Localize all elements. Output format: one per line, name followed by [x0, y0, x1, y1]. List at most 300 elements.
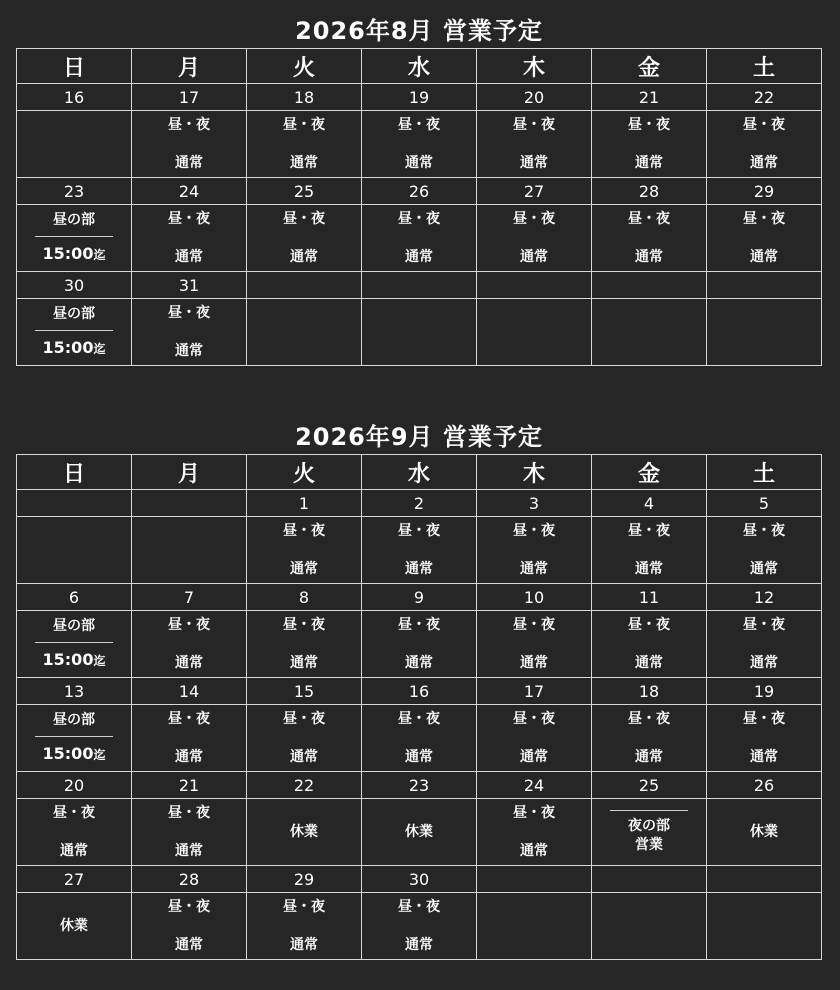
date-number: 15: [247, 678, 362, 705]
normal-label: 通常: [175, 748, 203, 765]
schedule-cell: [707, 893, 822, 960]
date-number: [362, 272, 477, 299]
day-night-label: 昼・夜: [513, 210, 555, 227]
divider: [35, 642, 113, 643]
date-number: 21: [132, 772, 247, 799]
schedule-content: [362, 893, 476, 959]
day-night-label: 昼・夜: [743, 210, 785, 227]
schedule-cell: [247, 799, 362, 866]
schedule-cell: [362, 111, 477, 178]
schedule-cell: [477, 517, 592, 584]
schedule-content: [707, 799, 821, 865]
calendar-table: [16, 454, 822, 960]
normal-label: 通常: [520, 654, 548, 671]
schedule-cell: [592, 517, 707, 584]
schedule-cell: [477, 611, 592, 678]
schedule-content: [132, 893, 246, 959]
day-night-label: 昼・夜: [743, 116, 785, 133]
normal-label: 通常: [405, 936, 433, 953]
schedule-cell: [247, 611, 362, 678]
schedule-cell: [707, 611, 822, 678]
schedule-cell: [707, 205, 822, 272]
schedule-cell: [17, 517, 132, 584]
closed-label: 休業: [750, 823, 778, 840]
schedule-row: [17, 611, 822, 678]
date-number: [132, 490, 247, 517]
schedule-cell: [247, 517, 362, 584]
schedule-cell: [362, 611, 477, 678]
closing-time: [43, 244, 106, 265]
date-row: [17, 490, 822, 517]
normal-label: 通常: [290, 654, 318, 671]
day-night-label: 昼・夜: [283, 616, 325, 633]
normal-label: 通常: [750, 654, 778, 671]
normal-label: 通常: [405, 248, 433, 265]
lunch-part-label: 昼の部: [53, 618, 95, 634]
month-title: 2026年8月 営業予定: [295, 17, 543, 45]
schedule-row: [17, 205, 822, 272]
normal-label: 通常: [750, 248, 778, 265]
day-night-label: 昼・夜: [398, 898, 440, 915]
date-number: [477, 272, 592, 299]
date-number: 31: [132, 272, 247, 299]
date-number: 29: [247, 866, 362, 893]
normal-label: 通常: [175, 842, 203, 859]
schedule-row: [17, 111, 822, 178]
schedule-cell: [592, 705, 707, 772]
schedule-cell: [592, 299, 707, 366]
schedule-cell: [707, 799, 822, 866]
schedule-cell: [362, 705, 477, 772]
normal-label: 通常: [175, 154, 203, 171]
schedule-cell: [477, 205, 592, 272]
schedule-cell: [707, 299, 822, 366]
normal-label: 通常: [520, 154, 548, 171]
time-suffix: 迄: [93, 342, 106, 356]
date-number: 5: [707, 490, 822, 517]
time-value: 15:00: [42, 744, 94, 763]
schedule-content: [247, 299, 361, 365]
date-number: 3: [477, 490, 592, 517]
weekday-header: 火: [247, 455, 362, 490]
date-number: 26: [362, 178, 477, 205]
schedule-content: [362, 111, 476, 177]
date-number: 22: [707, 84, 822, 111]
schedule-content: [17, 299, 131, 365]
schedule-row: [17, 799, 822, 866]
date-number: 19: [707, 678, 822, 705]
lunch-part-label: 昼の部: [53, 212, 95, 228]
schedule-content: [707, 705, 821, 771]
schedule-content: [17, 705, 131, 771]
date-number: 16: [362, 678, 477, 705]
schedule-content: [17, 517, 131, 583]
normal-label: 通常: [290, 748, 318, 765]
schedule-cell: [17, 111, 132, 178]
weekday-header: 金: [592, 455, 707, 490]
day-night-label: 昼・夜: [168, 710, 210, 727]
schedule-content: [477, 205, 591, 271]
calendar-august: [16, 14, 822, 366]
schedule-cell: [132, 893, 247, 960]
schedule-content: [707, 299, 821, 365]
date-number: 20: [17, 772, 132, 799]
schedule-cell: [592, 611, 707, 678]
date-number: 9: [362, 584, 477, 611]
weekday-header: 水: [362, 49, 477, 84]
date-row: [17, 584, 822, 611]
date-row: [17, 678, 822, 705]
schedule-content: [592, 517, 706, 583]
schedule-cell: [477, 799, 592, 866]
date-row: [17, 178, 822, 205]
schedule-content: [477, 799, 591, 865]
date-row: [17, 272, 822, 299]
date-number: [592, 272, 707, 299]
day-night-label: 昼・夜: [168, 304, 210, 321]
date-number: 30: [17, 272, 132, 299]
normal-label: 通常: [290, 560, 318, 577]
date-number: [707, 866, 822, 893]
schedule-content: [707, 517, 821, 583]
normal-label: 通常: [520, 748, 548, 765]
schedule-content: [477, 517, 591, 583]
time-value: 15:00: [42, 650, 94, 669]
schedule-content: [362, 299, 476, 365]
date-row: [17, 866, 822, 893]
date-number: 2: [362, 490, 477, 517]
date-number: 25: [592, 772, 707, 799]
normal-label: 通常: [405, 654, 433, 671]
date-number: 21: [592, 84, 707, 111]
date-number: 28: [592, 178, 707, 205]
date-row: [17, 84, 822, 111]
schedule-cell: [362, 299, 477, 366]
schedule-cell: [707, 517, 822, 584]
normal-label: 通常: [520, 248, 548, 265]
day-night-label: 昼・夜: [398, 116, 440, 133]
date-number: 23: [17, 178, 132, 205]
day-night-label: 昼・夜: [513, 116, 555, 133]
schedule-content: [477, 111, 591, 177]
closed-label: 休業: [405, 823, 433, 840]
schedule-cell: [477, 299, 592, 366]
schedule-row: [17, 893, 822, 960]
calendar-september: [16, 420, 822, 960]
day-night-label: 昼・夜: [628, 522, 670, 539]
day-night-label: 昼・夜: [398, 522, 440, 539]
normal-label: 通常: [520, 842, 548, 859]
date-number: 17: [477, 678, 592, 705]
schedule-content: [17, 111, 131, 177]
schedule-content: [132, 111, 246, 177]
divider: [35, 736, 113, 737]
day-night-label: 昼・夜: [168, 210, 210, 227]
day-night-label: 昼・夜: [743, 710, 785, 727]
date-number: 27: [477, 178, 592, 205]
date-number: [17, 490, 132, 517]
day-night-label: 昼・夜: [283, 210, 325, 227]
weekday-header: 火: [247, 49, 362, 84]
schedule-content: [132, 705, 246, 771]
weekday-header-row: [17, 455, 822, 490]
date-number: 8: [247, 584, 362, 611]
schedule-cell: [17, 893, 132, 960]
date-number: 14: [132, 678, 247, 705]
weekday-header: 金: [592, 49, 707, 84]
schedule-content: [17, 611, 131, 677]
lunch-part-label: 昼の部: [53, 306, 95, 322]
date-number: 4: [592, 490, 707, 517]
divider: [35, 236, 113, 237]
schedule-content: [247, 517, 361, 583]
schedule-cell: [132, 611, 247, 678]
divider: [610, 810, 688, 811]
schedule-content: [477, 611, 591, 677]
date-number: 18: [247, 84, 362, 111]
date-number: [592, 866, 707, 893]
schedule-cell: [592, 205, 707, 272]
schedule-cell: [707, 705, 822, 772]
normal-label: 通常: [60, 842, 88, 859]
schedule-content: [477, 705, 591, 771]
weekday-header: 日: [17, 49, 132, 84]
date-number: 24: [132, 178, 247, 205]
schedule-row: [17, 299, 822, 366]
schedule-cell: [362, 517, 477, 584]
schedule-cell: [477, 111, 592, 178]
day-night-label: 昼・夜: [628, 616, 670, 633]
schedule-content: [132, 517, 246, 583]
weekday-header: 土: [707, 455, 822, 490]
date-number: 18: [592, 678, 707, 705]
time-suffix: 迄: [93, 248, 106, 262]
schedule-cell: [132, 705, 247, 772]
schedule-content: [132, 299, 246, 365]
date-number: 11: [592, 584, 707, 611]
normal-label: 通常: [175, 936, 203, 953]
day-night-label: 昼・夜: [168, 898, 210, 915]
schedule-cell: [132, 299, 247, 366]
date-number: 25: [247, 178, 362, 205]
normal-label: 通常: [175, 342, 203, 359]
date-number: [707, 272, 822, 299]
day-night-label: 昼・夜: [743, 616, 785, 633]
date-number: 17: [132, 84, 247, 111]
schedule-content: [362, 517, 476, 583]
weekday-header: 月: [132, 49, 247, 84]
weekday-header: 日: [17, 455, 132, 490]
date-number: 24: [477, 772, 592, 799]
day-night-label: 昼・夜: [283, 116, 325, 133]
normal-label: 通常: [750, 560, 778, 577]
lunch-part-label: 昼の部: [53, 712, 95, 728]
closed-label: 休業: [60, 917, 88, 934]
weekday-header-row: [17, 49, 822, 84]
schedule-content: [592, 893, 706, 959]
schedule-content: [247, 611, 361, 677]
schedule-cell: [132, 517, 247, 584]
schedule-cell: [132, 111, 247, 178]
schedule-cell: [247, 893, 362, 960]
date-number: 30: [362, 866, 477, 893]
normal-label: 通常: [750, 748, 778, 765]
day-night-label: 昼・夜: [628, 710, 670, 727]
schedule-cell: [132, 799, 247, 866]
date-number: 6: [17, 584, 132, 611]
day-night-label: 昼・夜: [628, 210, 670, 227]
schedule-content: [362, 799, 476, 865]
date-number: 20: [477, 84, 592, 111]
schedule-content: [132, 799, 246, 865]
day-night-label: 昼・夜: [283, 710, 325, 727]
schedule-content: [707, 111, 821, 177]
date-number: 26: [707, 772, 822, 799]
date-number: 12: [707, 584, 822, 611]
day-night-label: 昼・夜: [513, 710, 555, 727]
schedule-content: [707, 205, 821, 271]
schedule-content: [592, 205, 706, 271]
date-number: 16: [17, 84, 132, 111]
schedule-content: [362, 705, 476, 771]
schedule-cell: [247, 705, 362, 772]
normal-label: 通常: [520, 560, 548, 577]
schedule-cell: [17, 799, 132, 866]
normal-label: 通常: [290, 936, 318, 953]
schedule-cell: [17, 205, 132, 272]
schedule-content: [707, 611, 821, 677]
schedule-cell: [17, 299, 132, 366]
schedule-content: [477, 893, 591, 959]
date-number: 19: [362, 84, 477, 111]
schedule-content: [362, 611, 476, 677]
schedule-content: [247, 705, 361, 771]
day-night-label: 昼・夜: [168, 116, 210, 133]
weekday-header: 木: [477, 455, 592, 490]
date-number: 10: [477, 584, 592, 611]
normal-label: 通常: [290, 154, 318, 171]
date-number: 27: [17, 866, 132, 893]
schedule-cell: [362, 799, 477, 866]
normal-label: 通常: [175, 654, 203, 671]
day-night-label: 昼・夜: [398, 210, 440, 227]
day-night-label: 昼・夜: [168, 804, 210, 821]
schedule-row: [17, 517, 822, 584]
day-night-label: 昼・夜: [513, 616, 555, 633]
date-number: [477, 866, 592, 893]
calendar-table: [16, 48, 822, 366]
weekday-header: 水: [362, 455, 477, 490]
schedule-cell: [362, 205, 477, 272]
schedule-content: [17, 893, 131, 959]
schedule-cell: [592, 799, 707, 866]
weekday-header: 土: [707, 49, 822, 84]
month-title: 2026年9月 営業予定: [295, 423, 543, 451]
schedule-content: [707, 893, 821, 959]
day-night-label: 昼・夜: [283, 522, 325, 539]
schedule-cell: [17, 611, 132, 678]
closing-time: [43, 744, 106, 765]
schedule-content: [592, 799, 706, 865]
weekday-header: 木: [477, 49, 592, 84]
date-number: 7: [132, 584, 247, 611]
normal-label: 通常: [635, 248, 663, 265]
divider: [35, 330, 113, 331]
schedule-cell: [132, 205, 247, 272]
schedule-cell: [592, 111, 707, 178]
schedule-row: [17, 705, 822, 772]
schedule-cell: [592, 893, 707, 960]
normal-label: 通常: [635, 654, 663, 671]
schedule-cell: [477, 705, 592, 772]
schedule-content: [247, 111, 361, 177]
schedule-cell: [707, 111, 822, 178]
schedule-cell: [247, 111, 362, 178]
time-value: 15:00: [42, 244, 94, 263]
normal-label: 通常: [405, 154, 433, 171]
closing-time: [43, 650, 106, 671]
schedule-content: [592, 299, 706, 365]
date-number: 23: [362, 772, 477, 799]
closed-label: 休業: [290, 823, 318, 840]
date-number: 22: [247, 772, 362, 799]
normal-label: 通常: [635, 154, 663, 171]
schedule-content: [17, 799, 131, 865]
normal-label: 通常: [175, 248, 203, 265]
schedule-content: [362, 205, 476, 271]
time-suffix: 迄: [93, 748, 106, 762]
date-number: 29: [707, 178, 822, 205]
schedule-content: [132, 611, 246, 677]
day-night-label: 昼・夜: [398, 710, 440, 727]
time-suffix: 迄: [93, 654, 106, 668]
schedule-content: [592, 705, 706, 771]
date-row: [17, 772, 822, 799]
day-night-label: 昼・夜: [53, 804, 95, 821]
schedule-content: [592, 111, 706, 177]
date-number: [247, 272, 362, 299]
normal-label: 通常: [405, 560, 433, 577]
normal-label: 通常: [750, 154, 778, 171]
time-value: 15:00: [42, 338, 94, 357]
date-number: 1: [247, 490, 362, 517]
schedule-content: [132, 205, 246, 271]
schedule-cell: [17, 705, 132, 772]
day-night-label: 昼・夜: [283, 898, 325, 915]
day-night-label: 昼・夜: [398, 616, 440, 633]
day-night-label: 昼・夜: [168, 616, 210, 633]
day-night-label: 昼・夜: [513, 522, 555, 539]
schedule-content: [247, 205, 361, 271]
schedule-cell: [362, 893, 477, 960]
day-night-label: 昼・夜: [743, 522, 785, 539]
normal-label: 通常: [290, 248, 318, 265]
date-number: 28: [132, 866, 247, 893]
schedule-content: [247, 893, 361, 959]
schedule-content: [592, 611, 706, 677]
closing-time: [43, 338, 106, 359]
schedule-content: [17, 205, 131, 271]
weekday-header: 月: [132, 455, 247, 490]
schedule-cell: [247, 299, 362, 366]
schedule-content: [477, 299, 591, 365]
normal-label: 通常: [635, 748, 663, 765]
day-night-label: 昼・夜: [628, 116, 670, 133]
schedule-cell: [477, 893, 592, 960]
day-night-label: 昼・夜: [513, 804, 555, 821]
night-part-label: 夜の部: [628, 817, 670, 834]
schedule-content: [247, 799, 361, 865]
